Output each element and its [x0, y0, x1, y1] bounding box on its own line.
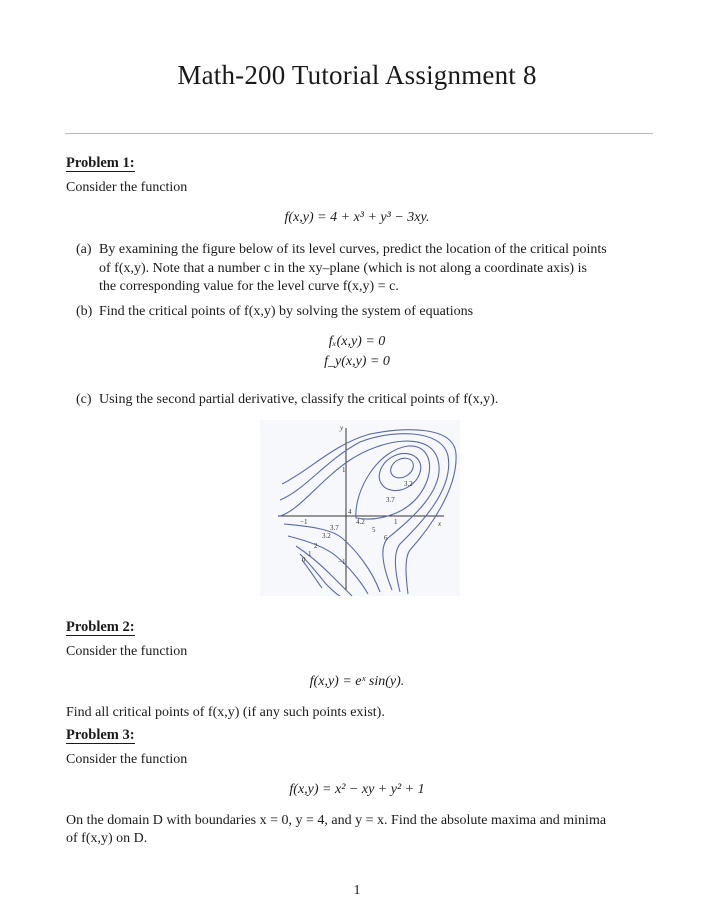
problem-2-intro: Consider the function [66, 644, 188, 659]
problem-2-equation: f(x,y) = eˣ sin(y). [309, 674, 405, 689]
part-c-label: (c) [76, 392, 92, 407]
label-1-upper: 1 [342, 466, 346, 474]
title-rule [65, 133, 653, 134]
problem-2-heading: Problem 2: [66, 619, 135, 635]
part-b-label: (b) [76, 304, 93, 319]
system-equation-2: f_y(x,y) = 0 [324, 354, 390, 369]
problem-1-heading: Problem 1: [66, 155, 135, 171]
y-axis-label: y [340, 424, 344, 432]
problem-3-heading: Problem 3: [66, 727, 135, 743]
label-4: 4 [348, 508, 352, 516]
part-a-line-1: By examining the figure below of its level curves, predict the location of the critical points [99, 242, 607, 257]
label-1-axis: 1 [394, 518, 398, 526]
page-title: Math-200 Tutorial Assignment 8 [177, 60, 537, 90]
label-3-7-upper: 3.7 [386, 496, 395, 504]
x-axis-label: x [438, 520, 442, 528]
label-3-2-upper: 3.2 [404, 480, 413, 488]
level-curves-figure [260, 420, 460, 596]
label-1-lower: 1 [308, 550, 312, 558]
page-number: 1 [353, 883, 361, 898]
part-a-line-2: of f(x,y). Note that a number c in the xy–plane (which is not along a coordinate axis) is [99, 261, 587, 276]
problem-3-equation: f(x,y) = x² − xy + y² + 1 [289, 782, 425, 797]
label-6: 6 [384, 534, 388, 542]
label-5: 5 [372, 526, 376, 534]
system-equation-1: fₓ(x,y) = 0 [328, 334, 386, 349]
label-4-2: 4.2 [356, 518, 365, 526]
problem-1-intro: Consider the function [66, 180, 188, 195]
problem-3-line-2: of f(x,y) on D. [66, 831, 148, 846]
problem-3-line-1: On the domain D with boundaries x = 0, y = 4, and y = x. Find the absolute maxima and minima [66, 813, 607, 828]
label-minus-1: −1 [300, 518, 308, 526]
part-b-text: Find the critical points of f(x,y) by solving the system of equations [99, 304, 474, 319]
label-3-2-lower: 3.2 [322, 532, 331, 540]
problem-3-intro: Consider the function [66, 752, 188, 767]
part-a-line-3: the corresponding value for the level curve f(x,y) = c. [99, 279, 399, 294]
label-2: 2 [314, 542, 318, 550]
figure-background [260, 420, 460, 596]
part-c-text: Using the second partial derivative, classify the critical points of f(x,y). [99, 392, 499, 407]
part-a-label: (a) [76, 242, 92, 257]
label-minus-1-lower: −1 [338, 558, 346, 566]
label-0: 0 [302, 556, 306, 564]
label-3-7-lower: 3.7 [330, 524, 339, 532]
problem-1-equation: f(x,y) = 4 + x³ + y³ − 3xy. [284, 210, 430, 225]
problem-2-text: Find all critical points of f(x,y) (if any such points exist). [66, 705, 385, 720]
